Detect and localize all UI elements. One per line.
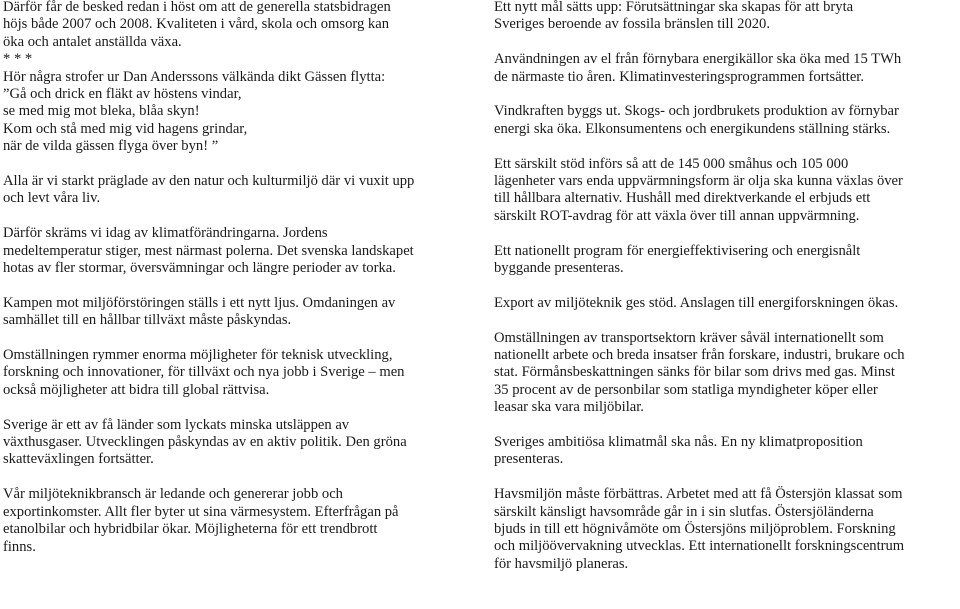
paragraph-omstallning: Omställningen rymmer enorma möjligheter för teknisk utveckling, forskning och innovationer, för tillväxt och nya jobb i Sverige – men också möjligheter att bidra till global rättvisa. — [3, 347, 405, 398]
paragraph-transportsektorn: Omställningen av transportsektorn kräver såväl internationellt som nationellt arbete och breda insatser från forskare, industri, brukare och stat. Förmånsbeskattningen sänks för bilar som drivs med gas. Minst 35 procent av de personbilar som statliga myndigheter köper eller leasar ska vara miljöbilar. — [494, 329, 905, 416]
paragraph-export-miljoteknik: Export av miljöteknik ges stöd. Anslagen till energiforskningen ökas. — [494, 294, 899, 311]
right-column — [494, 0, 956, 591]
section-separator: * * * — [3, 51, 33, 68]
left-column — [3, 0, 475, 573]
paragraph-miljoteknik: Vår miljöteknikbransch är ledande och genererar jobb och exportinkomster. Allt fler byter ut sina värmesystem. Efterfrågan på etanolbilar och hybridbilar ökar. Möjligheterna för ett trendbrott finns. — [3, 486, 399, 555]
paragraph-statsbidrag: Därför får de besked redan i höst om att de generella statsbidragen höjs både 2007 och 2008. Kvaliteten i vård, skola och omsorg kan öka och antalet anställda växa. — [3, 0, 391, 50]
paragraph-fornybar-el: Användningen av el från förnybara energikällor ska öka med 15 TWh de närmaste tio åren. Klimatinvesteringsprogrammen fortsätter. — [494, 51, 902, 85]
paragraph-utslapp: Sverige är ett av få länder som lyckats minska utsläppen av växthusgaser. Utvecklingen påskyndas av en aktiv politik. Den gröna skatteväxlingen fortsätter. — [3, 416, 407, 468]
paragraph-havsmiljo: Havsmiljön måste förbättras. Arbetet med att få Östersjön klassat som särskilt känsligt havsområde går in i sin slutfas. Östersjöländerna bjuds in till ett högnivåmöte om Östersjöns miljöproblem. Forskning och miljöövervakning utvecklas. Ett internationellt forskningscentrum för havsmiljö planeras. — [494, 486, 905, 572]
paragraph-oljeuppvarmning: Ett särskilt stöd införs så att de 145 000 småhus och 105 000 lägenheter vars enda uppvärmningsform är olja ska kunna växlas över till hållbara alternativ. Hushåll med direktverkande el erbjuds ett särskilt ROT-avdrag för att växla över till annan uppvärmning. — [494, 155, 903, 224]
poem-quote: Hör några strofer ur Dan Anderssons välkända dikt Gässen flytta: ”Gå och drick en fläkt av höstens vindar, se med mig mot bleka, blåa skyn! Kom och stå med mig vid hagens grindar, när de vilda gässen flyga över byn! ” — [3, 68, 386, 155]
paragraph-miljoforstoring: Kampen mot miljöförstöringen ställs i ett nytt ljus. Omdaningen av samhället till en hållbar tillväxt måste påskyndas. — [3, 294, 396, 329]
paragraph-klimatmal: Sveriges ambitiösa klimatmål ska nås. En ny klimatproposition presenteras. — [494, 434, 863, 468]
paragraph-fossila-branslen: Ett nytt mål sätts upp: Förutsättningar ska skapas för att bryta Sveriges beroende av fossila bränslen till 2020. — [494, 0, 854, 33]
paragraph-natur-kulturmiljo: Alla är vi starkt präglade av den natur och kulturmiljö där vi vuxit upp och levt våra liv. — [3, 173, 415, 207]
paragraph-energieffektivisering: Ett nationellt program för energieffektivisering och energisnålt byggande presenteras. — [494, 242, 861, 277]
paragraph-klimatforandringar: Därför skräms vi idag av klimatförändringarna. Jordens medeltemperatur stiger, mest närmast polerna. Det svenska landskapet hotas av fler stormar, översvämningar och längre perioder av torka. — [3, 225, 414, 277]
paragraph-vindkraft: Vindkraften byggs ut. Skogs- och jordbrukets produktion av förnybar energi ska öka. Elkonsumentens och energikundens ställning stärks. — [494, 103, 899, 137]
